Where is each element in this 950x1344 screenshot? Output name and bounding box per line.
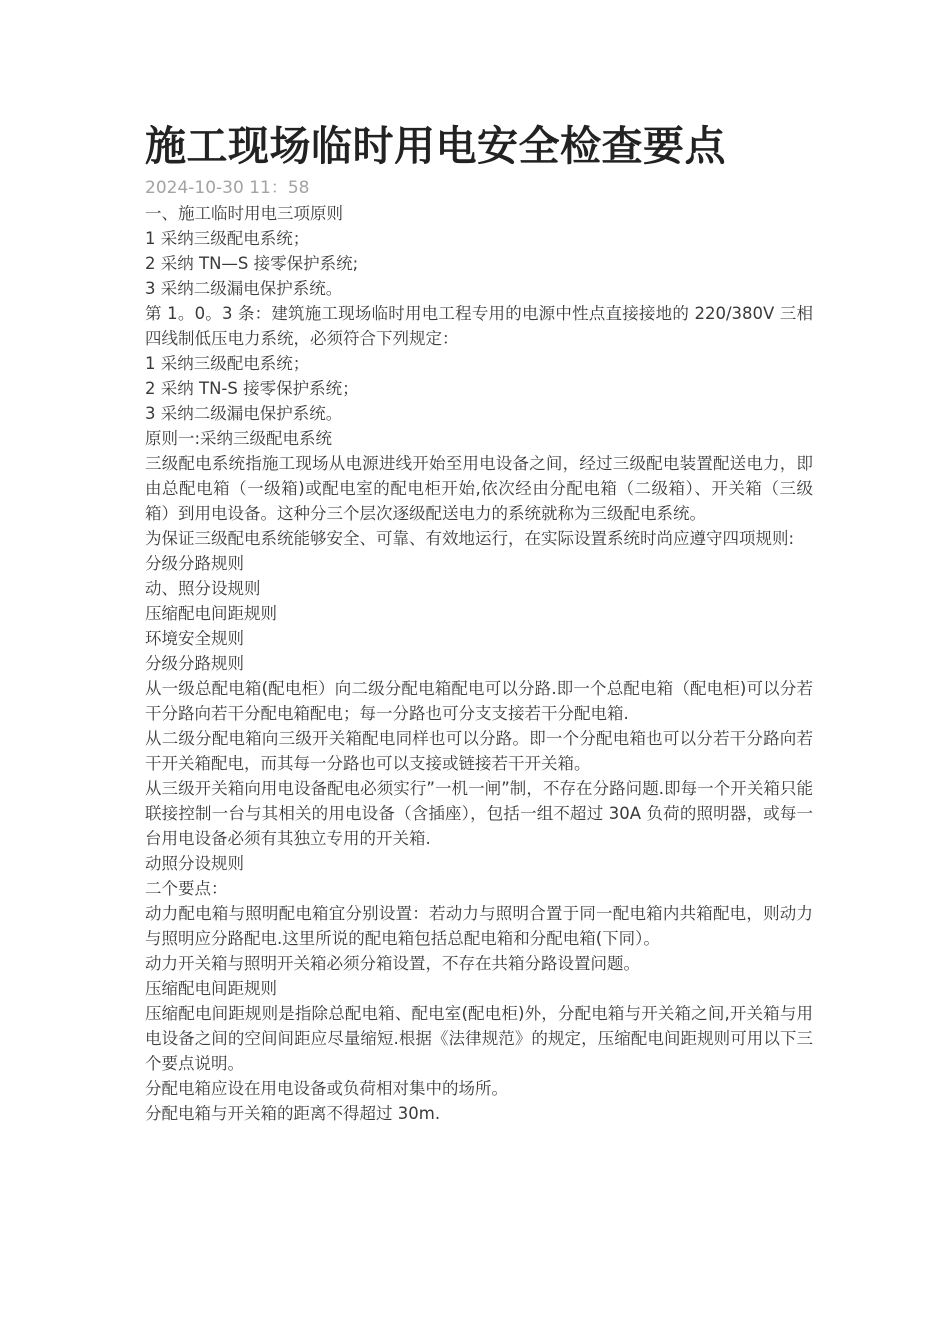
body-paragraph: 从一级总配电箱(配电柜）向二级分配电箱配电可以分路.即一个总配电箱（配电柜)可以分若干分路向若干分配电箱配电；每一分路也可分支支接若干分配电箱. xyxy=(145,679,813,723)
document-page xyxy=(145,118,813,1126)
body-paragraph: 1 采纳三级配电系统； xyxy=(145,354,310,373)
body-paragraph: 1 采纳三级配电系统； xyxy=(145,229,310,248)
body-paragraph: 动力开关箱与照明开关箱必须分箱设置，不存在共箱分路设置问题。 xyxy=(145,954,640,973)
body-paragraph: 二个要点： xyxy=(145,879,228,898)
body-paragraph: 三级配电系统指施工现场从电源进线开始至用电设备之间，经过三级配电装置配送电力，即由总配电箱（一级箱)或配电室的配电柜开始,依次经由分配电箱（二级箱）、开关箱（三级箱）到用电设备。这种分三个层次逐级配送电力的系统就称为三级配电系统。 xyxy=(145,454,813,523)
body-paragraph: 从二级分配电箱向三级开关箱配电同样也可以分路。即一个分配电箱也可以分若干分路向若干开关箱配电，而其每一分路也可以支接或链接若干开关箱。 xyxy=(145,729,813,773)
body-paragraph: 动、照分设规则 xyxy=(145,579,261,598)
body-paragraph: 2 采纳 TN—S 接零保护系统; xyxy=(145,254,359,273)
body-paragraph: 从三级开关箱向用电设备配电必须实行”一机一闸”制，不存在分路问题.即每一个开关箱只能联接控制一台与其相关的用电设备（含插座），包括一组不超过 30A 负荷的照明器，或每一台用电设备必须有其独立专用的开关箱. xyxy=(145,779,813,848)
body-paragraph: 压缩配电间距规则 xyxy=(145,979,277,998)
body-paragraph: 环境安全规则 xyxy=(145,629,244,648)
body-paragraph: 3 采纳二级漏电保护系统。 xyxy=(145,279,343,298)
document-title: 施工现场临时用电安全检查要点 xyxy=(145,122,726,170)
body-paragraph: 2 采纳 TN-S 接零保护系统； xyxy=(145,379,359,398)
publish-timestamp: 2024-10-30 11：58 xyxy=(145,178,310,198)
body-paragraph: 动照分设规则 xyxy=(145,854,244,873)
body-paragraph: 压缩配电间距规则 xyxy=(145,604,277,623)
body-paragraph: 第 1。0。3 条：建筑施工现场临时用电工程专用的电源中性点直接接地的 220/380V 三相四线制低压电力系统，必须符合下列规定： xyxy=(145,304,813,348)
body-paragraph: 一、施工临时用电三项原则 xyxy=(145,204,343,223)
body-paragraph: 分级分路规则 xyxy=(145,654,244,673)
body-paragraph: 3 采纳二级漏电保护系统。 xyxy=(145,404,343,423)
body-paragraph: 分配电箱应设在用电设备或负荷相对集中的场所。 xyxy=(145,1079,508,1098)
document-body xyxy=(145,201,813,1126)
body-paragraph: 动力配电箱与照明配电箱宜分别设置：若动力与照明合置于同一配电箱内共箱配电，则动力与照明应分路配电.这里所说的配电箱包括总配电箱和分配电箱(下同）。 xyxy=(145,904,813,948)
body-paragraph: 压缩配电间距规则是指除总配电箱、配电室(配电柜)外，分配电箱与开关箱之间,开关箱与用电设备之间的空间间距应尽量缩短.根据《法律规范》的规定，压缩配电间距规则可用以下三个要点说明。 xyxy=(145,1004,813,1073)
body-paragraph: 分级分路规则 xyxy=(145,554,244,573)
body-paragraph: 为保证三级配电系统能够安全、可靠、有效地运行，在实际设置系统时尚应遵守四项规则: xyxy=(145,529,795,548)
body-paragraph: 分配电箱与开关箱的距离不得超过 30m. xyxy=(145,1104,441,1123)
body-paragraph: 原则一:采纳三级配电系统 xyxy=(145,429,333,448)
